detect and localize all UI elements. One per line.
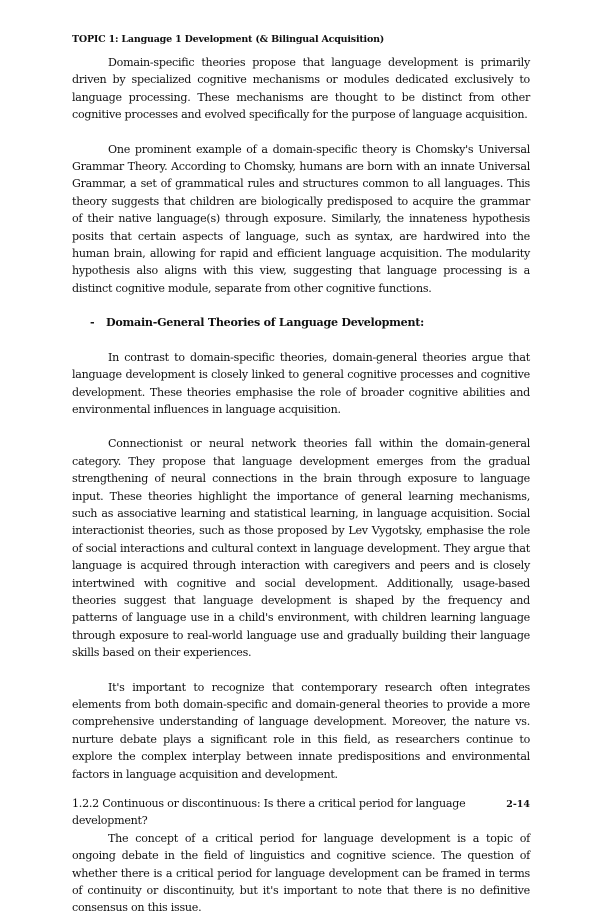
document-body xyxy=(72,54,530,917)
subsection-heading: 1.2.2 Continuous or discontinuous: Is there a critical period for language development? xyxy=(72,797,466,828)
heading-bullet: - xyxy=(90,316,95,330)
paragraph-domain-general-intro: In contrast to domain-specific theories, domain-general theories argue that language development is closely linked to general cognitive processes and cognitive development. These theories emphasise the role of broader cognitive abilities and environmental influences in language acquisition. xyxy=(72,350,530,416)
paragraph-critical-period: The concept of a critical period for language development is a topic of ongoing debate in the field of linguistics and cognitive science. The question of whether there is a critical period for language development can be framed in terms of continuity or discontinuity, but it's important to note that there is no definitive consensus on this issue. xyxy=(72,831,530,915)
paragraph-integration: It's important to recognize that contemporary research often integrates elements from both domain-specific and domain-general theories to provide a more comprehensive understanding of language development. Moreover, the nature vs. nurture debate plays a significant role in this field, as researchers continue to explore the complex interplay between innate predispositions and environmental factors in language acquisition and development. xyxy=(72,680,530,781)
paragraph-chomsky: One prominent example of a domain-specific theory is Chomsky's Universal Grammar Theory. According to Chomsky, humans are born with an innate Universal Grammar, a set of grammatical rules and structures common to all languages. This theory suggests that children are biologically predisposed to acquire the grammar of their native language(s) through exposure. Similarly, the innateness hypothesis posits that certain aspects of language, such as syntax, are hardwired into the human brain, allowing for rapid and efficient language acquisition. The modularity hypothesis also aligns with this view, suggesting that language processing is a distinct cognitive module, separate from other cognitive functions. xyxy=(72,142,530,295)
page-number: 2-14 xyxy=(506,799,530,810)
running-header: TOPIC 1: Language 1 Development (& Bilingual Acquisition) xyxy=(72,34,385,45)
paragraph-connectionist: Connectionist or neural network theories fall within the domain-general category. They propose that language development emerges from the gradual strengthening of neural connections in the brain through exposure to language input. These theories highlight the importance of general learning mechanisms, such as associative learning and statistical learning, in language acquisition. Social interactionist theories, such as those proposed by Lev Vygotsky, emphasise the role of social interactions and cultural context in language development. They argue that language is acquired through interaction with caregivers and peers and is closely intertwined with cognitive and social development. Additionally, usage-based theories suggest that language development is shaped by the frequency and patterns of language use in a child's environment, with children learning language through exposure to real-world language use and gradually building their language skills based on their experiences. xyxy=(72,437,530,660)
heading-text: Domain-General Theories of Language Development: xyxy=(106,316,425,330)
section-heading xyxy=(72,314,530,331)
paragraph-domain-specific-intro: Domain-specific theories propose that language development is primarily driven by specialized cognitive mechanisms or modules dedicated exclusively to language processing. These mechanisms are thought to be distinct from other cognitive processes and evolved specifically for the purpose of language acquisition. xyxy=(72,56,530,122)
